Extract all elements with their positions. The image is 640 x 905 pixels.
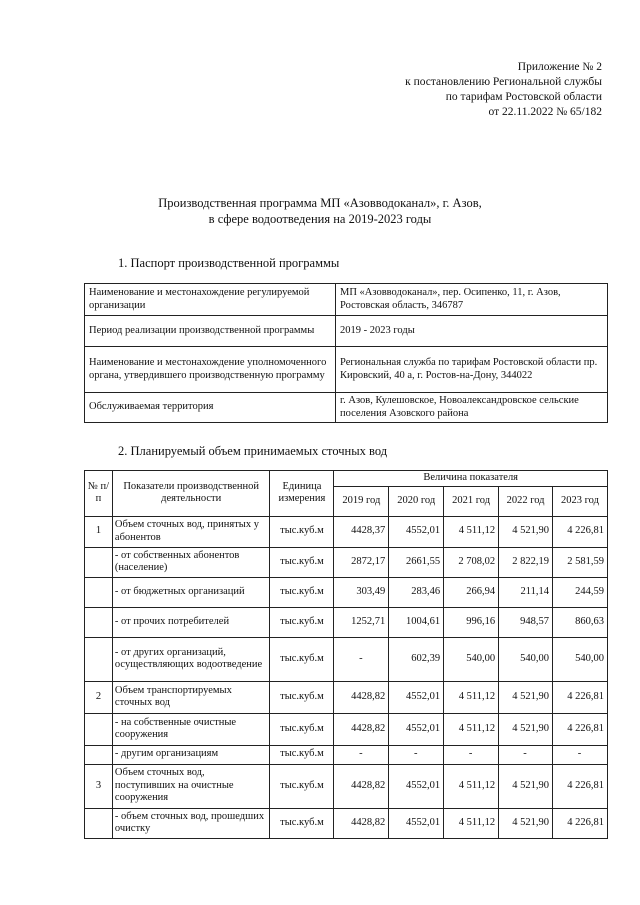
appendix-line: от 22.11.2022 № 65/182 [488,106,602,118]
row-indicator: - от собственных абонентов (население) [112,547,270,577]
row-value: 4 511,12 [444,764,499,808]
wastewater-volume-table [84,470,608,839]
table-row [85,681,608,713]
header-num: № п/п [85,471,113,517]
passport-label: Обслуживаемая территория [85,393,336,423]
row-unit: тыс.куб.м [270,577,334,607]
title-line: Производственная программа МП «Азовводоканал», г. Азов, [158,196,482,210]
header-year: 2022 год [499,486,553,516]
row-num: 2 [85,681,113,713]
table-header-row [85,471,608,487]
row-value: 266,94 [444,577,499,607]
row-value: 4552,01 [389,713,444,745]
row-value: 996,16 [444,607,499,637]
row-unit: тыс.куб.м [270,808,334,838]
row-value: 4 521,90 [499,681,553,713]
table-row [85,808,608,838]
row-indicator: - от бюджетных организаций [112,577,270,607]
passport-label: Наименование и местонахождение уполномоченного органа, утвердившего производственную программу [85,347,336,393]
row-value: 1004,61 [389,607,444,637]
table-row [85,637,608,681]
row-value: 4 226,81 [553,516,608,547]
table-row [85,745,608,764]
row-num [85,607,113,637]
row-value: 4428,82 [334,808,389,838]
row-unit: тыс.куб.м [270,713,334,745]
row-value: 4552,01 [389,516,444,547]
table-row [85,713,608,745]
table-row [85,577,608,607]
row-value: - [499,745,553,764]
row-indicator: - от других организаций, осуществляющих водоотведение [112,637,270,681]
row-num [85,808,113,838]
table-row [85,347,608,393]
row-value: 4 521,90 [499,516,553,547]
table-row [85,764,608,808]
row-value: 4428,37 [334,516,389,547]
appendix-note [405,60,602,120]
row-value: 4552,01 [389,681,444,713]
row-value: 4 226,81 [553,713,608,745]
row-value: 4 521,90 [499,713,553,745]
header-year: 2019 год [334,486,389,516]
row-indicator: - на собственные очистные сооружения [112,713,270,745]
row-unit: тыс.куб.м [270,547,334,577]
row-num [85,577,113,607]
section-heading-passport: 1. Паспорт производственной программы [118,256,340,270]
row-value: 4 511,12 [444,808,499,838]
row-value: 2 581,59 [553,547,608,577]
passport-value: Региональная служба по тарифам Ростовской области пр. Кировский, 40 а, г. Ростов-на-Дону, 344022 [336,347,608,393]
row-unit: тыс.куб.м [270,764,334,808]
row-value: 4 521,90 [499,764,553,808]
row-value: 2872,17 [334,547,389,577]
row-value: - [444,745,499,764]
row-unit: тыс.куб.м [270,745,334,764]
row-value: 4552,01 [389,764,444,808]
row-value: 4428,82 [334,681,389,713]
row-value: 4 511,12 [444,713,499,745]
row-num [85,745,113,764]
row-value: 1252,71 [334,607,389,637]
passport-label: Наименование и местонахождение регулируемой организации [85,284,336,316]
row-indicator: - другим организациям [112,745,270,764]
passport-table [84,283,608,423]
row-value: 948,57 [499,607,553,637]
appendix-line: Приложение № 2 [517,61,602,73]
row-value: 303,49 [334,577,389,607]
row-value: 4 511,12 [444,516,499,547]
appendix-line: по тарифам Ростовской области [445,91,602,103]
row-value: - [389,745,444,764]
header-indicator: Показатели производственной деятельности [112,471,270,517]
row-value: 860,63 [553,607,608,637]
document-title [0,195,640,227]
row-indicator: Объем сточных вод, поступивших на очистные сооружения [112,764,270,808]
row-value: 4428,82 [334,764,389,808]
row-value: 4 226,81 [553,764,608,808]
header-year: 2021 год [444,486,499,516]
row-num [85,637,113,681]
row-value: 211,14 [499,577,553,607]
row-value: 4428,82 [334,713,389,745]
table-row [85,393,608,423]
passport-label: Период реализации производственной программы [85,316,336,347]
passport-value: г. Азов, Кулешовское, Новоалександровское сельские поселения Азовского района [336,393,608,423]
row-value: - [334,745,389,764]
passport-value: 2019 - 2023 годы [336,316,608,347]
row-indicator: - объем сточных вод, прошедших очистку [112,808,270,838]
table-row [85,316,608,347]
row-value: - [553,745,608,764]
row-value: 4 226,81 [553,681,608,713]
row-unit: тыс.куб.м [270,516,334,547]
row-num [85,713,113,745]
row-value: 2 822,19 [499,547,553,577]
appendix-line: к постановлению Региональной службы [405,76,602,88]
table-row [85,547,608,577]
row-value: 4 226,81 [553,808,608,838]
row-value: 4 521,90 [499,808,553,838]
table-row [85,516,608,547]
row-indicator: Объем сточных вод, принятых у абонентов [112,516,270,547]
header-unit: Единица измерения [270,471,334,517]
row-indicator: Объем транспортируемых сточных вод [112,681,270,713]
passport-value: МП «Азовводоканал», пер. Осипенко, 11, г. Азов, Ростовская область, 346787 [336,284,608,316]
row-unit: тыс.куб.м [270,681,334,713]
section-heading-volume: 2. Планируемый объем принимаемых сточных вод [118,444,388,458]
row-value: 244,59 [553,577,608,607]
row-value: 2 708,02 [444,547,499,577]
row-unit: тыс.куб.м [270,637,334,681]
header-value-group: Величина показателя [334,471,608,487]
row-value: 2661,55 [389,547,444,577]
title-line: в сфере водоотведения на 2019-2023 годы [208,212,432,226]
row-value: 283,46 [389,577,444,607]
row-indicator: - от прочих потребителей [112,607,270,637]
row-value: 540,00 [499,637,553,681]
row-num: 3 [85,764,113,808]
header-year: 2020 год [389,486,444,516]
header-year: 2023 год [553,486,608,516]
row-value: 4 511,12 [444,681,499,713]
row-value: - [334,637,389,681]
row-value: 540,00 [444,637,499,681]
row-value: 602,39 [389,637,444,681]
row-num [85,547,113,577]
table-row [85,284,608,316]
row-num: 1 [85,516,113,547]
row-value: 540,00 [553,637,608,681]
row-unit: тыс.куб.м [270,607,334,637]
row-value: 4552,01 [389,808,444,838]
table-row [85,607,608,637]
